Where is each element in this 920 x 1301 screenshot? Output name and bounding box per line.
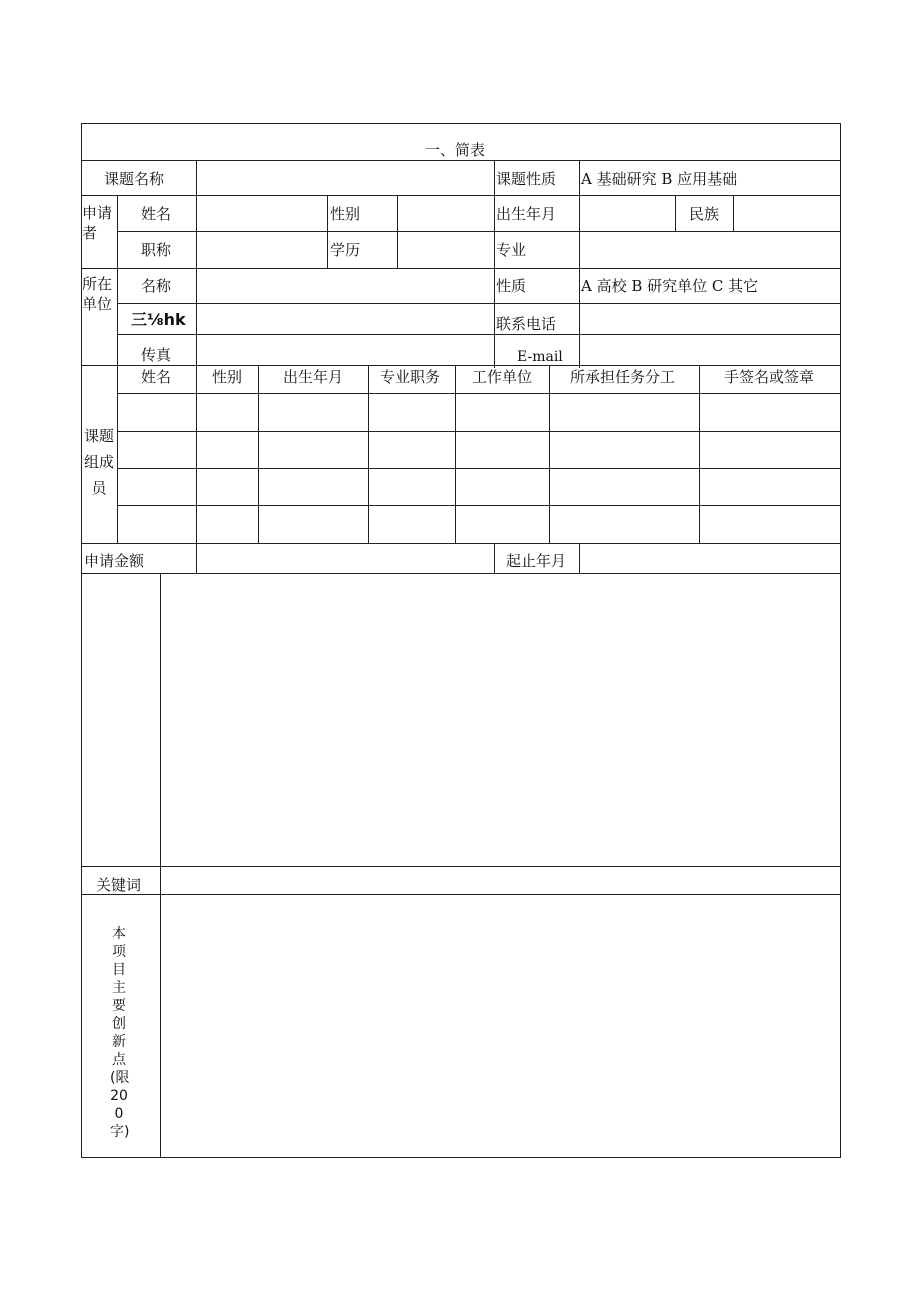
unit-address-label: 三⅛hk — [131, 310, 186, 329]
abstract-field[interactable] — [161, 574, 840, 866]
member-row[interactable] — [118, 432, 840, 468]
applicant-education-field[interactable] — [398, 232, 494, 268]
funding-period-field[interactable] — [580, 544, 840, 573]
applicant-gender-field[interactable] — [398, 196, 494, 231]
innovation-label: 本项目主要创新点(限200字) — [110, 926, 130, 1140]
applicant-major-label: 专业 — [496, 241, 527, 259]
topic-nature-value: A 基础研究 B 应用基础 — [581, 170, 738, 188]
member-header-birth: 出生年月 — [283, 368, 344, 386]
unit-fax-field[interactable] — [197, 335, 494, 365]
funding-amount-label: 申请金额 — [84, 552, 145, 570]
section-title: 一、简表 — [425, 141, 486, 159]
member-row[interactable] — [118, 469, 840, 505]
member-row[interactable] — [118, 506, 840, 543]
unit-name-field[interactable] — [197, 269, 494, 303]
applicant-gender-label: 性别 — [330, 205, 361, 223]
topic-name-label: 课题名称 — [104, 170, 165, 188]
topic-name-field[interactable] — [197, 161, 494, 195]
unit-name-label: 名称 — [141, 277, 172, 295]
member-header-signature: 手签名或签章 — [724, 368, 815, 386]
applicant-name-label: 姓名 — [141, 205, 172, 223]
innovation-field[interactable] — [161, 895, 840, 1157]
unit-phone-field[interactable] — [580, 304, 840, 334]
funding-period-label: 起止年月 — [506, 552, 567, 570]
table-right-border — [840, 123, 841, 1158]
unit-address-field[interactable] — [197, 304, 494, 334]
member-header-name: 姓名 — [141, 368, 172, 386]
applicant-ethnicity-field[interactable] — [734, 196, 840, 231]
col-line — [494, 543, 495, 574]
col-line — [327, 195, 328, 268]
applicant-title-label: 职称 — [141, 241, 172, 259]
applicant-title-field[interactable] — [197, 232, 327, 268]
members-group-label: 课题组成员 — [83, 427, 114, 497]
table-bottom-border — [81, 1157, 841, 1158]
unit-nature-value: A 高校 B 研究单位 C 其它 — [581, 277, 759, 295]
member-header-employer: 工作单位 — [472, 368, 533, 386]
col-line — [675, 195, 676, 231]
table-top-border — [81, 123, 841, 124]
unit-phone-label: 联系电话 — [496, 315, 557, 333]
applicant-birth-label: 出生年月 — [496, 205, 557, 223]
unit-email-label: E-mail — [517, 349, 563, 365]
member-header-task: 所承担任务分工 — [570, 368, 676, 386]
applicant-group-label: 申请者 — [82, 204, 113, 242]
unit-group-label: 所在单位 — [82, 275, 113, 313]
applicant-education-label: 学历 — [330, 241, 361, 259]
unit-nature-label: 性质 — [496, 277, 527, 295]
keywords-label: 关键词 — [96, 876, 142, 894]
member-row[interactable] — [118, 394, 840, 431]
applicant-birth-field[interactable] — [580, 196, 675, 231]
unit-email-field[interactable] — [580, 335, 840, 365]
col-line — [494, 160, 495, 368]
applicant-major-field[interactable] — [580, 232, 840, 268]
keywords-field[interactable] — [161, 867, 840, 894]
row-line — [81, 365, 841, 366]
unit-fax-label: 传真 — [141, 346, 172, 364]
member-header-gender: 性别 — [212, 368, 243, 386]
topic-nature-label: 课题性质 — [496, 170, 557, 188]
applicant-ethnicity-label: 民族 — [689, 205, 720, 223]
applicant-name-field[interactable] — [197, 196, 327, 231]
member-header-title: 专业职务 — [380, 368, 441, 386]
funding-amount-field[interactable] — [197, 544, 494, 573]
